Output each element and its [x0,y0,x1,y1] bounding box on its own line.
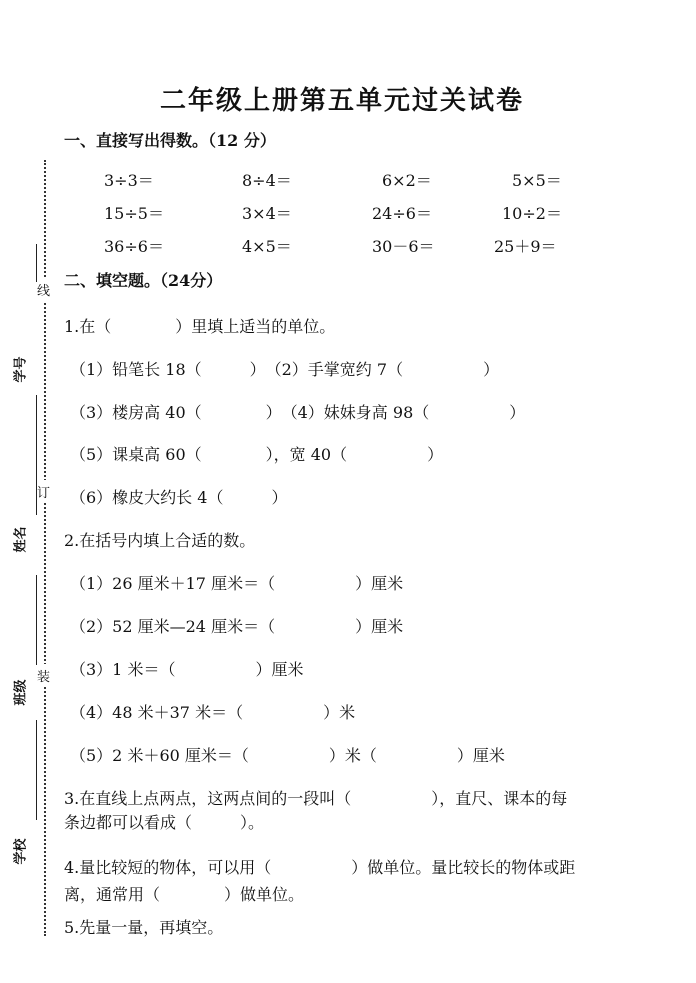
question-3-line: 条边都可以看成（ ）。 [64,813,265,832]
question-4-line: 4.量比较短的物体，可以用（ ）做单位。量比较长的物体或距 [64,858,576,877]
question-5-stem: 5.先量一量，再填空。 [64,918,224,937]
binding-underline [36,720,37,820]
student-name-label: 姓名 [13,526,29,553]
question-1-item: （5）课桌高 60（ ），宽 40（ ） [70,445,444,464]
question-3-line: 3.在直线上点两点，这两点间的一段叫（ ），直尺、课本的每 [64,789,568,808]
page-title: 二年级上册第五单元过关试卷 [160,86,525,116]
calc-item: 15÷5＝ [104,204,164,223]
class-label: 班级 [13,679,29,706]
school-label: 学校 [13,838,29,865]
student-number-label: 学号 [13,356,29,383]
calc-item: 30－6＝ [372,237,435,256]
section-2-heading: 二、填空题。（24分） [64,271,223,290]
binding-underline [36,575,37,665]
calc-item: 3÷3＝ [104,171,154,190]
binding-mark-xian: 线 [37,278,50,301]
question-1-stem: 1.在（ ）里填上适当的单位。 [64,317,336,336]
question-2-item: （4）48 米＋37 米＝（ ）米 [70,703,356,722]
calc-item: 3×4＝ [242,204,292,223]
calc-item: 36÷6＝ [104,237,164,256]
calc-item: 4×5＝ [242,237,292,256]
calc-item: 8÷4＝ [242,171,292,190]
calc-item: 5×5＝ [512,171,562,190]
question-2-item: （5）2 米＋60 厘米＝（ ）米（ ）厘米 [70,746,505,765]
dotted-binding-line [44,160,46,936]
calc-item: 25＋9＝ [494,237,557,256]
calc-item: 10÷2＝ [502,204,562,223]
question-2-item: （2）52 厘米—24 厘米＝（ ）厘米 [70,617,404,636]
calc-item: 6×2＝ [382,171,432,190]
question-4-line: 离，通常用（ ）做单位。 [64,885,305,904]
question-1-item: （3）楼房高 40（ ） （4）妹妹身高 98（ ） [70,403,526,422]
question-2-item: （3）1 米＝（ ）厘米 [70,660,304,679]
question-1-item: （6）橡皮大约长 4（ ） [70,488,288,507]
question-2-item: （1）26 厘米＋17 厘米＝（ ）厘米 [70,574,404,593]
question-1-item: （1）铅笔长 18（ ） （2）手掌宽约 7（ ） [70,360,500,379]
section-1-heading: 一、直接写出得数。（12 分） [64,131,276,150]
calc-item: 24÷6＝ [372,204,432,223]
binding-mark-ding: 订 [37,480,50,503]
binding-mark-zhuang: 装 [37,664,50,687]
question-2-stem: 2.在括号内填上合适的数。 [64,531,256,550]
binding-underline [36,244,37,282]
